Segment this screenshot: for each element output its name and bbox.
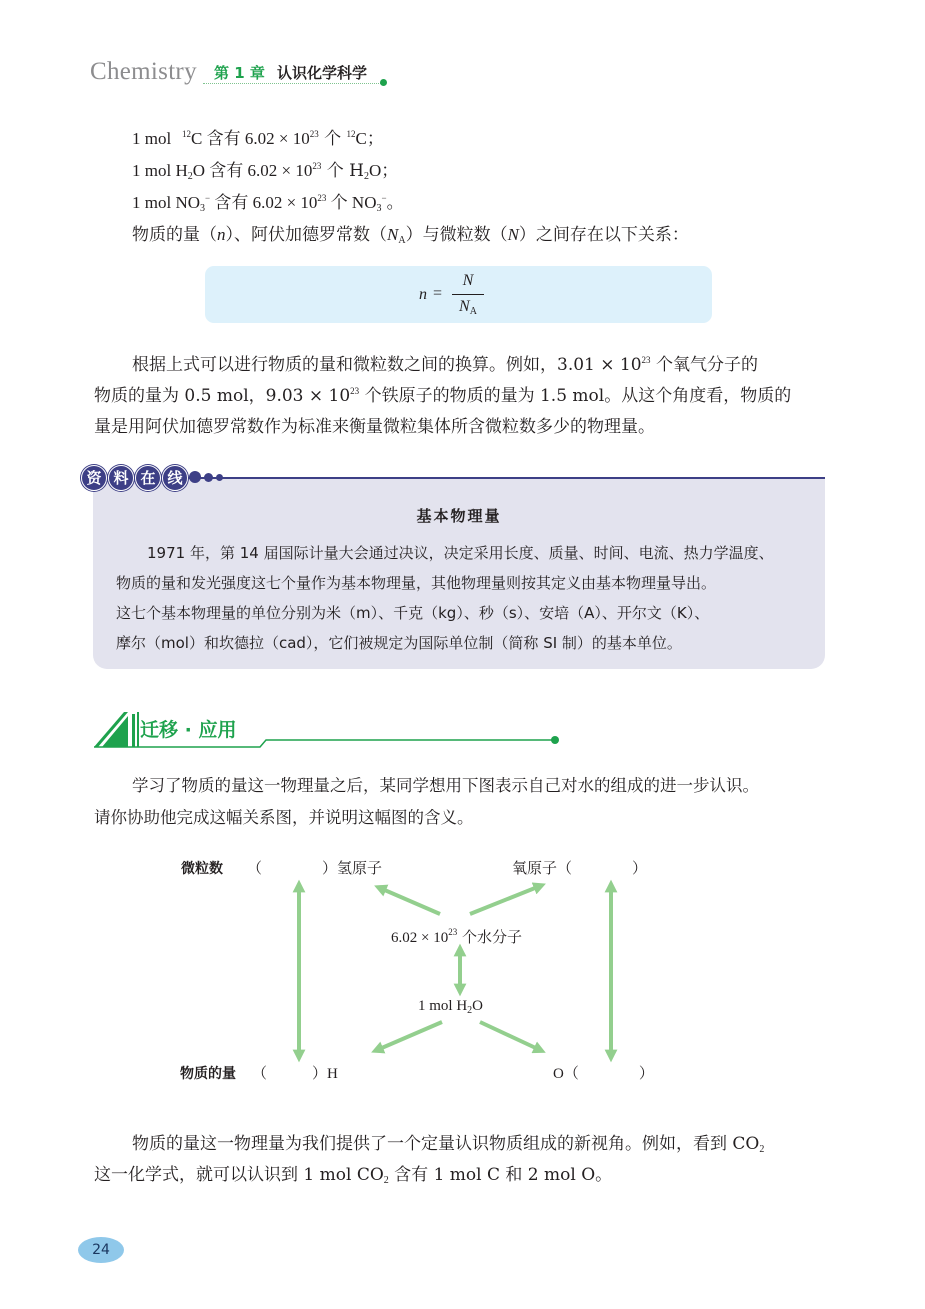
header-chapter-title: 认识化学科学: [277, 64, 368, 82]
diagram-oxygen-atom: 氧原子（ ）: [512, 859, 648, 877]
info-badge-char-4: 线: [162, 465, 188, 491]
relation-intro: 物质的量（n）、阿伏加德罗常数$(N_A)$与微粒数（N）之间存在以下关系：: [132, 225, 689, 246]
info-line-2: 物质的量和发光强度这七个量作为基本物理量，其他物理量则按其定义由基本物理量导出。: [116, 574, 717, 592]
formula-equals: =: [433, 285, 443, 302]
diagram-hydrogen-atom: （ ）氢原子: [247, 859, 383, 877]
arrow-to-oxygen: [470, 886, 540, 914]
arrow-to-hydrogen: [380, 888, 440, 914]
diagram-mol-water: 1 mol $H_2O$: [418, 998, 484, 1016]
header-chapter: 第 1 章: [214, 64, 265, 82]
paragraph1-line2: 物质的量为 0.5 mol，$9.03 \times 10^{23}$ 个铁原子的物质的量为 1.5 mol。从这个角度看，物质的: [94, 386, 792, 406]
info-line-3: 这七个基本物理量的单位分别为米（m）、千克（kg）、秒（s）、安培（A）、开尔文（K）、: [116, 604, 710, 622]
arrow-to-h-amount: [377, 1022, 442, 1050]
info-badge-char-2: 料: [108, 465, 134, 491]
paragraph2-line2: 这一化学式，就可以认识到 1 mol $CO_2$ 含有 1 mol C 和 2 mol O。: [94, 1165, 613, 1186]
example-line-water: 1 mol $H_2O$ 含有 $6.02 \times 10^{23}$ 个 $H_2O$；: [132, 161, 399, 182]
info-line-1: 1971 年，第 14 届国际计量大会通过决议，决定采用长度、质量、时间、电流、热力学温度、: [147, 544, 774, 562]
paragraph2-line1: 物质的量这一物理量为我们提供了一个定量认识物质组成的新视角。例如，看到 $CO_2$: [132, 1134, 765, 1155]
question-line-2: 请你协助他完成这幅关系图，并说明这幅图的含义。: [94, 808, 474, 827]
paragraph1-line3: 量是用阿伏加德罗常数作为标准来衡量微粒集体所含微粒数多少的物理量。: [94, 417, 655, 437]
formula-denominator: $N_A$: [459, 298, 477, 317]
formula-lhs: n: [419, 286, 427, 303]
formula-numerator: N: [462, 272, 474, 289]
example-line-carbon: 1 mol $^{12}$C 含有 $6.02 \times 10^{23}$ 个 $^{12}$C；: [132, 129, 384, 149]
info-badge-char-3: 在: [135, 465, 161, 491]
example-line-nitrate: 1 mol $NO_3^-$ 含有 $6.02 \times 10^{23}$ 个 $NO_3^-$。: [132, 193, 404, 214]
paragraph1-line1: 根据上式可以进行物质的量和微粒数之间的换算。例如，$3.01 \times 10^{23}$ 个氧气分子的: [132, 355, 758, 375]
diagram-label-amount: 物质的量: [180, 1066, 236, 1082]
page-number: 24: [78, 1237, 124, 1263]
diagram-h-amount: （ ）H: [252, 1066, 338, 1082]
info-title: 基本物理量: [416, 507, 502, 525]
diagram-label-particles: 微粒数: [181, 861, 223, 877]
diagram-o-amount: O（ ）: [553, 1066, 654, 1082]
diagram-water-molecules: $6.02 \times 10^{23}$ 个水分子: [391, 927, 522, 946]
arrow-to-o-amount: [480, 1022, 540, 1050]
info-badge-char-1: 资: [81, 465, 107, 491]
section-title: 迁移 · 应用: [140, 719, 237, 741]
question-line-1: 学习了物质的量这一物理量之后，某同学想用下图表示自己对水的组成的进一步认识。: [132, 776, 759, 795]
header-subject: Chemistry: [90, 58, 197, 85]
info-line-4: 摩尔（mol）和坎德拉（cad），它们被规定为国际单位制（简称 SI 制）的基本单位。: [116, 634, 682, 652]
